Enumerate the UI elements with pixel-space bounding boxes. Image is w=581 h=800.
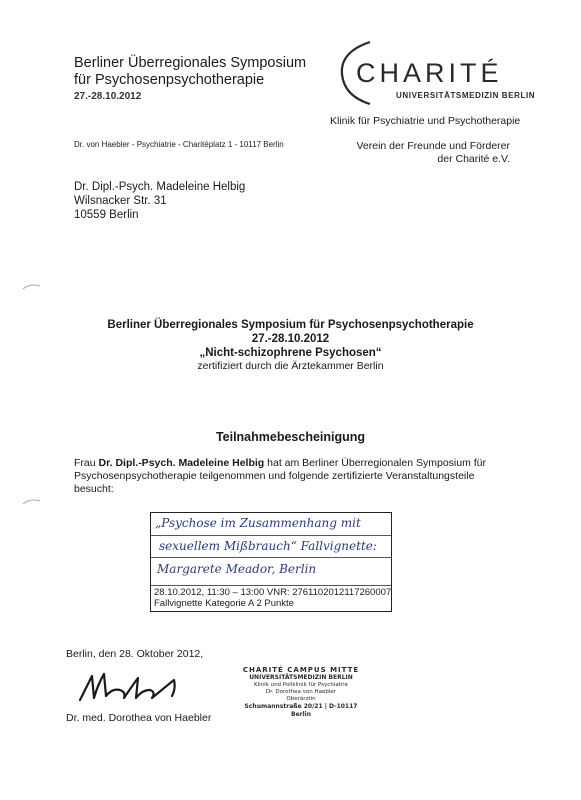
stamp-line2: UNIVERSITÄTSMEDIZIN BERLIN [249, 674, 353, 681]
stamp-line4: Dr. Dorothea von Haebler [265, 689, 337, 695]
form-line [151, 585, 391, 586]
sender-address: Dr. von Haebler - Psychiatrie - Charitéplatz 1 - 10117 Berlin [74, 140, 284, 149]
event-subtitle: „Nicht-schizophrene Psychosen“ [199, 347, 382, 359]
stamp-line5: Oberärztin [286, 696, 316, 702]
session-category: Fallvignette Kategorie A 2 Punkte [154, 598, 294, 609]
signer-name: Dr. med. Dorothea von Haebler [66, 712, 212, 724]
event-date: 27.-28.10.2012 [251, 333, 330, 345]
place-date: Berlin, den 28. Oktober 2012, [66, 648, 204, 660]
punch-hole-mark [22, 498, 42, 506]
symposium-date: 27.-28.10.2012 [74, 91, 142, 102]
signature [76, 668, 186, 708]
stamp-line3: Klinik und Poliklinik für Psychiatrie [253, 682, 349, 688]
certificate-text [74, 457, 514, 496]
session-time-vnr: 28.10.2012, 11:30 – 13:00 VNR: 2761102012117260007 [154, 587, 392, 598]
klinik-name: Klinik für Psychiatrie und Psychotherapie [330, 115, 521, 127]
recipient-city: 10559 Berlin [74, 209, 139, 221]
charite-logo-text: CHARITÉ [356, 58, 503, 88]
session-box [150, 512, 392, 612]
verein-block [330, 140, 510, 166]
salutation: Frau [74, 457, 99, 469]
symposium-header [74, 55, 306, 89]
symposium-title-line1: Berliner Überregionales Symposium [74, 55, 307, 71]
stamp-line1: CHARITÉ CAMPUS MITTE [242, 666, 360, 674]
verein-line1: Verein der Freunde und Förderer [356, 140, 510, 152]
form-line [151, 557, 391, 558]
punch-hole-mark [22, 283, 42, 291]
recipient-address [74, 180, 245, 222]
symposium-title-line2: für Psychosenpsychotherapie [74, 72, 265, 88]
clinic-stamp [236, 666, 366, 719]
form-line [151, 535, 391, 536]
certificate-body: hat am Berliner Überregionalen Symposium für Psychosenpsychotherapie teilgenommen und folgende zertifizierte Veranstaltungsteile besucht: [74, 457, 487, 495]
handwritten-line3: Margarete Meador, Berlin [157, 562, 317, 576]
handwritten-line1: „Psychose im Zusammenhang mit [155, 516, 361, 530]
event-heading [0, 318, 581, 360]
certificate-heading: Teilnahmebescheinigung [215, 430, 366, 444]
verein-line2: der Charité e.V. [437, 153, 510, 165]
event-certified: zertifiziert durch die Ärztekammer Berlin [197, 360, 384, 372]
recipient-name: Dr. Dipl.-Psych. Madeleine Helbig [74, 181, 246, 193]
handwritten-line2: sexuellem Mißbrauch“ Fallvignette: [159, 539, 377, 553]
charite-logo-subtitle: UNIVERSITÄTSMEDIZIN BERLIN [396, 91, 536, 100]
recipient-street: Wilsnacker Str. 31 [74, 195, 167, 207]
event-title: Berliner Überregionales Symposium für Psychosenpsychotherapie [107, 319, 474, 331]
stamp-line6: Schumannstraße 20/21 | D-10117 Berlin [244, 703, 358, 718]
participant-name: Dr. Dipl.-Psych. Madeleine Helbig [98, 457, 265, 469]
